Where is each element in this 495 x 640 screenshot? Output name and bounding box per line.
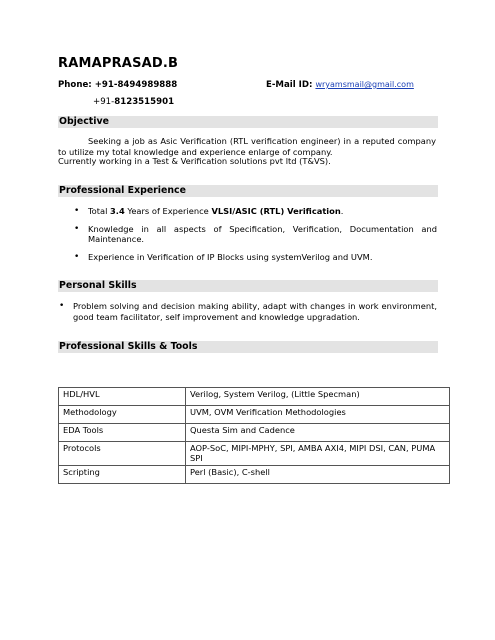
exp-mid-text: Years of Experience bbox=[124, 206, 212, 216]
experience-heading: Professional Experience bbox=[58, 185, 438, 197]
table-row bbox=[59, 442, 450, 466]
table-cell-value: UVM, OVM Verification Methodologies bbox=[186, 406, 450, 424]
list-item: • Knowledge in all aspects of Specification, Verification, Documentation and Maintenance. bbox=[74, 224, 437, 245]
phone-primary-value: +91-8494989888 bbox=[94, 80, 178, 90]
objective-text: Seeking a job as Asic Verification (RTL verification engineer) in a reputed company to utilize my total knowledge and experience enlarge of company. bbox=[58, 136, 436, 157]
table-row bbox=[59, 466, 450, 484]
email-label: E-Mail ID: bbox=[266, 80, 313, 90]
personal-skills-heading: Personal Skills bbox=[58, 280, 438, 292]
table-cell-key: EDA Tools bbox=[59, 424, 186, 442]
table-cell-value: Perl (Basic), C-shell bbox=[186, 466, 450, 484]
phone-secondary-prefix: +91- bbox=[93, 97, 115, 107]
table-cell-key: Scripting bbox=[59, 466, 186, 484]
exp-years: 3.4 bbox=[110, 206, 125, 216]
phone-primary bbox=[58, 80, 177, 90]
personal-skills-list bbox=[59, 301, 437, 329]
list-item bbox=[74, 206, 437, 217]
table-cell-key: Protocols bbox=[59, 442, 186, 466]
skills-table bbox=[58, 387, 450, 484]
email bbox=[266, 80, 414, 90]
table-cell-value: Verilog, System Verilog, (Little Specman) bbox=[186, 388, 450, 406]
table-row bbox=[59, 424, 450, 442]
experience-list bbox=[74, 206, 437, 269]
exp-end: . bbox=[340, 206, 344, 216]
table-row bbox=[59, 406, 450, 424]
table-cell-value: Questa Sim and Cadence bbox=[186, 424, 450, 442]
list-item: • Experience in Verification of IP Blocks using systemVerilog and UVM. bbox=[74, 252, 437, 263]
table-cell-key: HDL/HVL bbox=[59, 388, 186, 406]
table-row bbox=[59, 388, 450, 406]
email-link[interactable]: wryamsmail@gmail.com bbox=[315, 80, 414, 89]
phone-secondary-number: 8123515901 bbox=[114, 97, 175, 107]
list-item: • Problem solving and decision making ability, adapt with changes in work environment, good team facilitator, self improvement and knowledge upgradation. bbox=[59, 301, 437, 322]
objective-current: Currently working in a Test & Verification solutions pvt ltd (T&VS). bbox=[58, 156, 331, 166]
skills-tools-heading: Professional Skills & Tools bbox=[58, 341, 438, 353]
table-cell-key: Methodology bbox=[59, 406, 186, 424]
exp-total-text: Total bbox=[88, 206, 111, 216]
objective-heading: Objective bbox=[58, 116, 438, 128]
exp-domain: VLSI/ASIC (RTL) Verification bbox=[211, 206, 341, 216]
phone-secondary bbox=[93, 97, 174, 107]
table-cell-value: AOP-SoC, MIPI-MPHY, SPI, AMBA AXI4, MIPI DSI, CAN, PUMA SPI bbox=[186, 442, 450, 466]
candidate-name: RAMAPRASAD.B bbox=[58, 56, 179, 71]
phone-label: Phone: bbox=[58, 80, 92, 90]
